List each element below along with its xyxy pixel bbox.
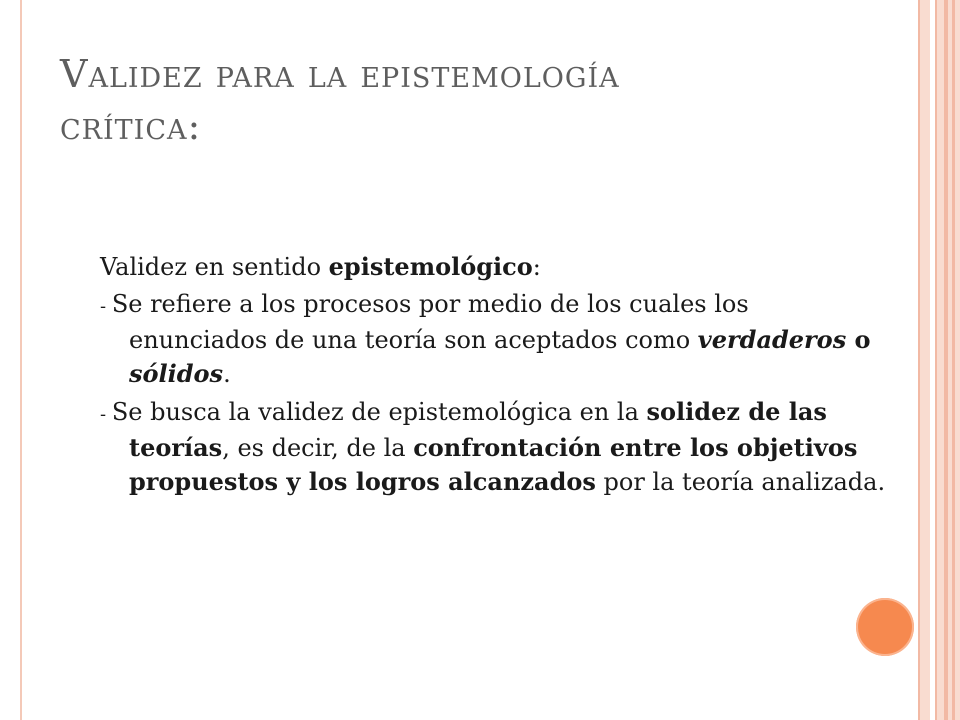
bullet-2-text-c: por la teoría analizada. [595,468,886,496]
right-stripe-line [952,0,955,720]
slide-body [100,250,890,503]
intro-end: : [532,253,541,281]
bullet-1-connector: o [846,325,871,354]
bullet-1-emphasis-2: sólidos [129,359,224,388]
bullet-2-bold-2: confrontación entre los objetivos propuestos y los logros alcanzados [129,433,858,496]
bullet-item-2 [100,395,890,499]
right-stripe-line [944,0,948,720]
intro-text: Validez en sentido [100,253,329,281]
bullet-2-text-a: Se busca la validez de epistemológica en la [111,398,647,426]
slide-title [60,48,840,152]
intro-paragraph [100,250,890,284]
bullet-dash: - [100,296,112,317]
bullet-1-end: . [223,360,231,388]
title-line-1: Validez para la epistemología [60,52,620,96]
bullet-2-text-b: , es decir, de la [222,434,414,462]
bullet-item-1 [100,288,890,391]
bullet-2-bold-1: solidez de las teorías [129,397,827,462]
bullet-1-emphasis-1: verdaderos [697,325,847,354]
bullet-1-text: Se refiere a los procesos por medio de los cuales los enunciados de una teoría son aceptados como [111,290,749,354]
intro-bold: epistemológico [328,252,533,281]
bullet-dash: - [100,404,112,425]
title-line-2: crítica: [60,104,202,148]
left-border-line [0,0,22,720]
decorative-circle [856,598,914,656]
